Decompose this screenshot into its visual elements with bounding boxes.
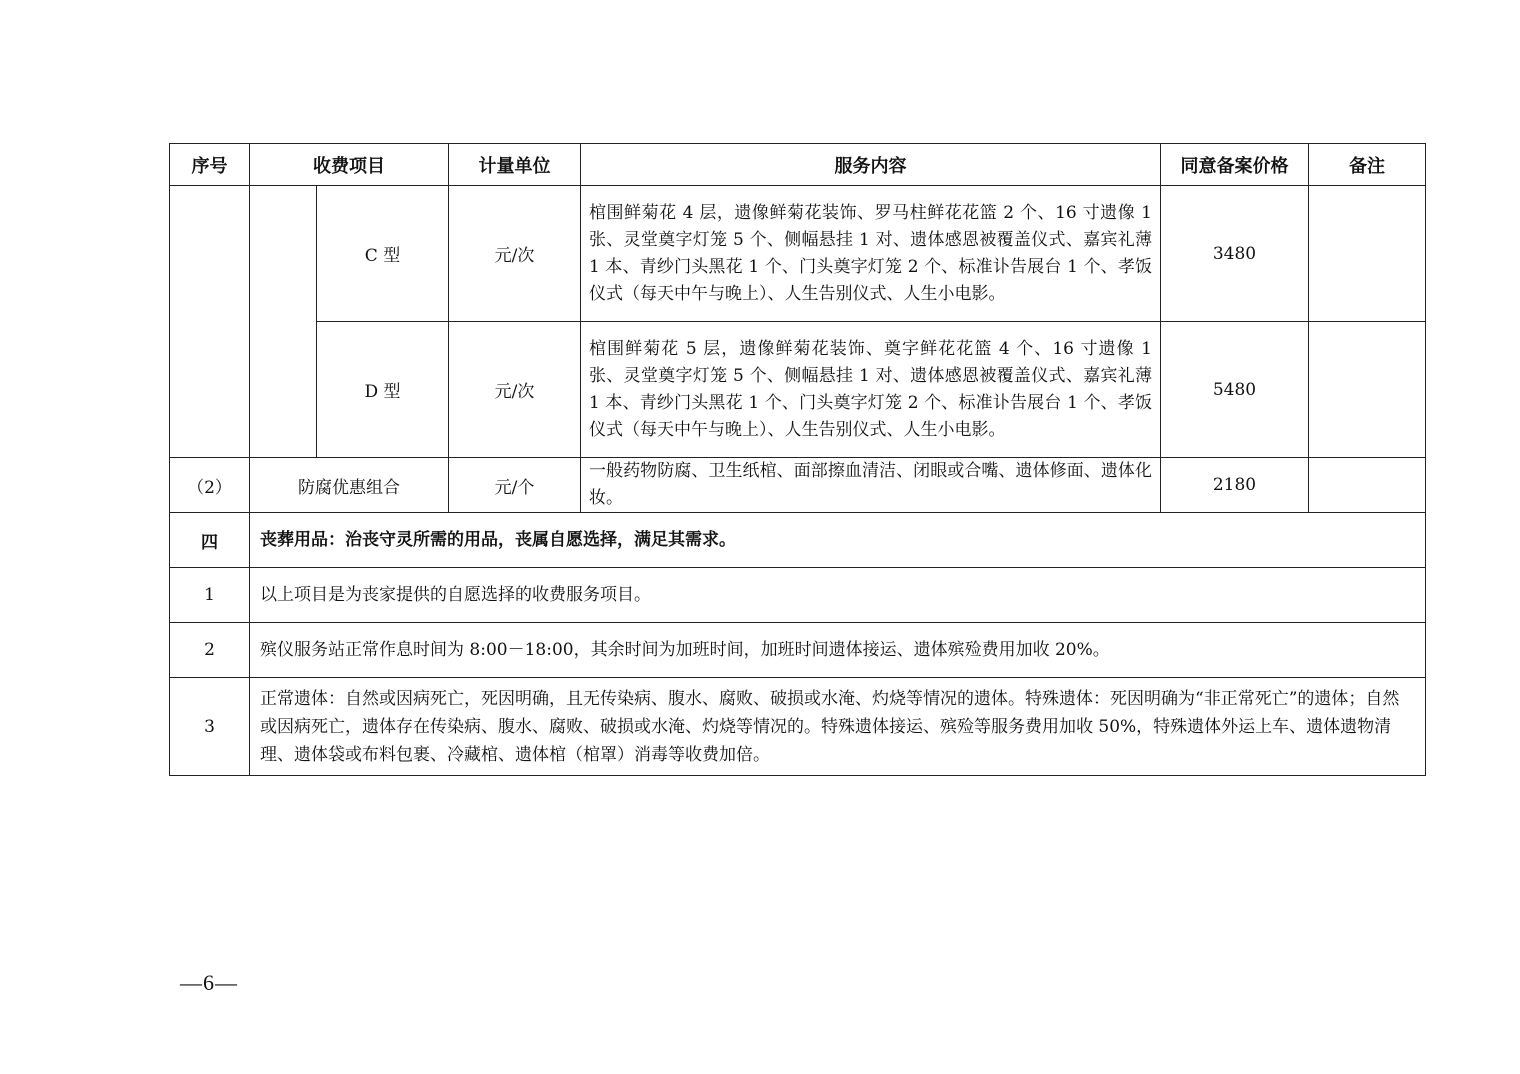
remark-cell — [1309, 186, 1426, 322]
remark-cell — [1309, 458, 1426, 513]
note-row — [170, 623, 1426, 678]
package-type: C 型 — [317, 186, 449, 322]
header-item: 收费项目 — [250, 144, 449, 186]
service-content: 棺围鲜菊花 4 层，遗像鲜菊花装饰、罗马柱鲜花花篮 2 个、16 寸遗像 1 张、灵堂奠字灯笼 5 个、侧幅悬挂 1 对、遗体感恩被覆盖仪式、嘉宾礼薄 1 本、青纱门头黑花 1 个、门头奠字灯笼 2 个、标准讣告展台 1 个、孝饭仪式（每天中午与晚上）、人生告别仪式、人生小电影。 — [581, 186, 1161, 322]
note-seq: 2 — [170, 623, 250, 678]
note-seq: 1 — [170, 568, 250, 623]
unit-cell: 元/次 — [449, 322, 581, 458]
table-row — [170, 322, 1426, 458]
note-text: 殡仪服务站正常作息时间为 8:00－18:00，其余时间为加班时间，加班时间遗体接运、遗体殡殓费用加收 20%。 — [250, 623, 1426, 678]
header-seq: 序号 — [170, 144, 250, 186]
note-seq: 3 — [170, 678, 250, 776]
fee-table — [169, 143, 1426, 776]
price-cell: 3480 — [1161, 186, 1309, 322]
service-content: 棺围鲜菊花 5 层，遗像鲜菊花装饰、奠字鲜花花篮 4 个、16 寸遗像 1 张、灵堂奠字灯笼 5 个、侧幅悬挂 1 对、遗体感恩被覆盖仪式、嘉宾礼薄 1 本、青纱门头黑花 1 个、门头奠字灯笼 2 个、标准讣告展台 1 个、孝饭仪式（每天中午与晚上）、人生告别仪式、人生小电影。 — [581, 322, 1161, 458]
section-row — [170, 513, 1426, 568]
seq-cell: （2） — [170, 458, 250, 513]
note-text: 正常遗体：自然或因病死亡，死因明确，且无传染病、腹水、腐败、破损或水淹、灼烧等情况的遗体。特殊遗体：死因明确为“非正常死亡”的遗体；自然或因病死亡，遗体存在传染病、腹水、腐败、破损或水淹、灼烧等情况的。特殊遗体接运、殡殓等服务费用加收 50%，特殊遗体外运上车、遗体遗物清理、遗体袋或布料包裹、冷藏棺、遗体棺（棺罩）消毒等收费加倍。 — [250, 678, 1426, 776]
unit-cell: 元/个 — [449, 458, 581, 513]
header-remark: 备注 — [1309, 144, 1426, 186]
seq-cell-empty — [170, 186, 250, 458]
service-content: 一般药物防腐、卫生纸棺、面部擦血清洁、闭眼或合嘴、遗体修面、遗体化妆。 — [581, 458, 1161, 513]
table-row — [170, 186, 1426, 322]
table-header-row — [170, 144, 1426, 186]
section-title: 丧葬用品：治丧守灵所需的用品，丧属自愿选择，满足其需求。 — [250, 513, 1426, 568]
unit-cell: 元/次 — [449, 186, 581, 322]
remark-cell — [1309, 322, 1426, 458]
note-row — [170, 678, 1426, 776]
header-unit: 计量单位 — [449, 144, 581, 186]
price-cell: 5480 — [1161, 322, 1309, 458]
section-seq: 四 — [170, 513, 250, 568]
table-row — [170, 458, 1426, 513]
item-cell: 防腐优惠组合 — [250, 458, 449, 513]
package-type: D 型 — [317, 322, 449, 458]
page-number: —6— — [180, 970, 238, 995]
item-cell-empty — [250, 186, 317, 458]
price-cell: 2180 — [1161, 458, 1309, 513]
note-row — [170, 568, 1426, 623]
note-text: 以上项目是为丧家提供的自愿选择的收费服务项目。 — [250, 568, 1426, 623]
header-service: 服务内容 — [581, 144, 1161, 186]
header-price: 同意备案价格 — [1161, 144, 1309, 186]
